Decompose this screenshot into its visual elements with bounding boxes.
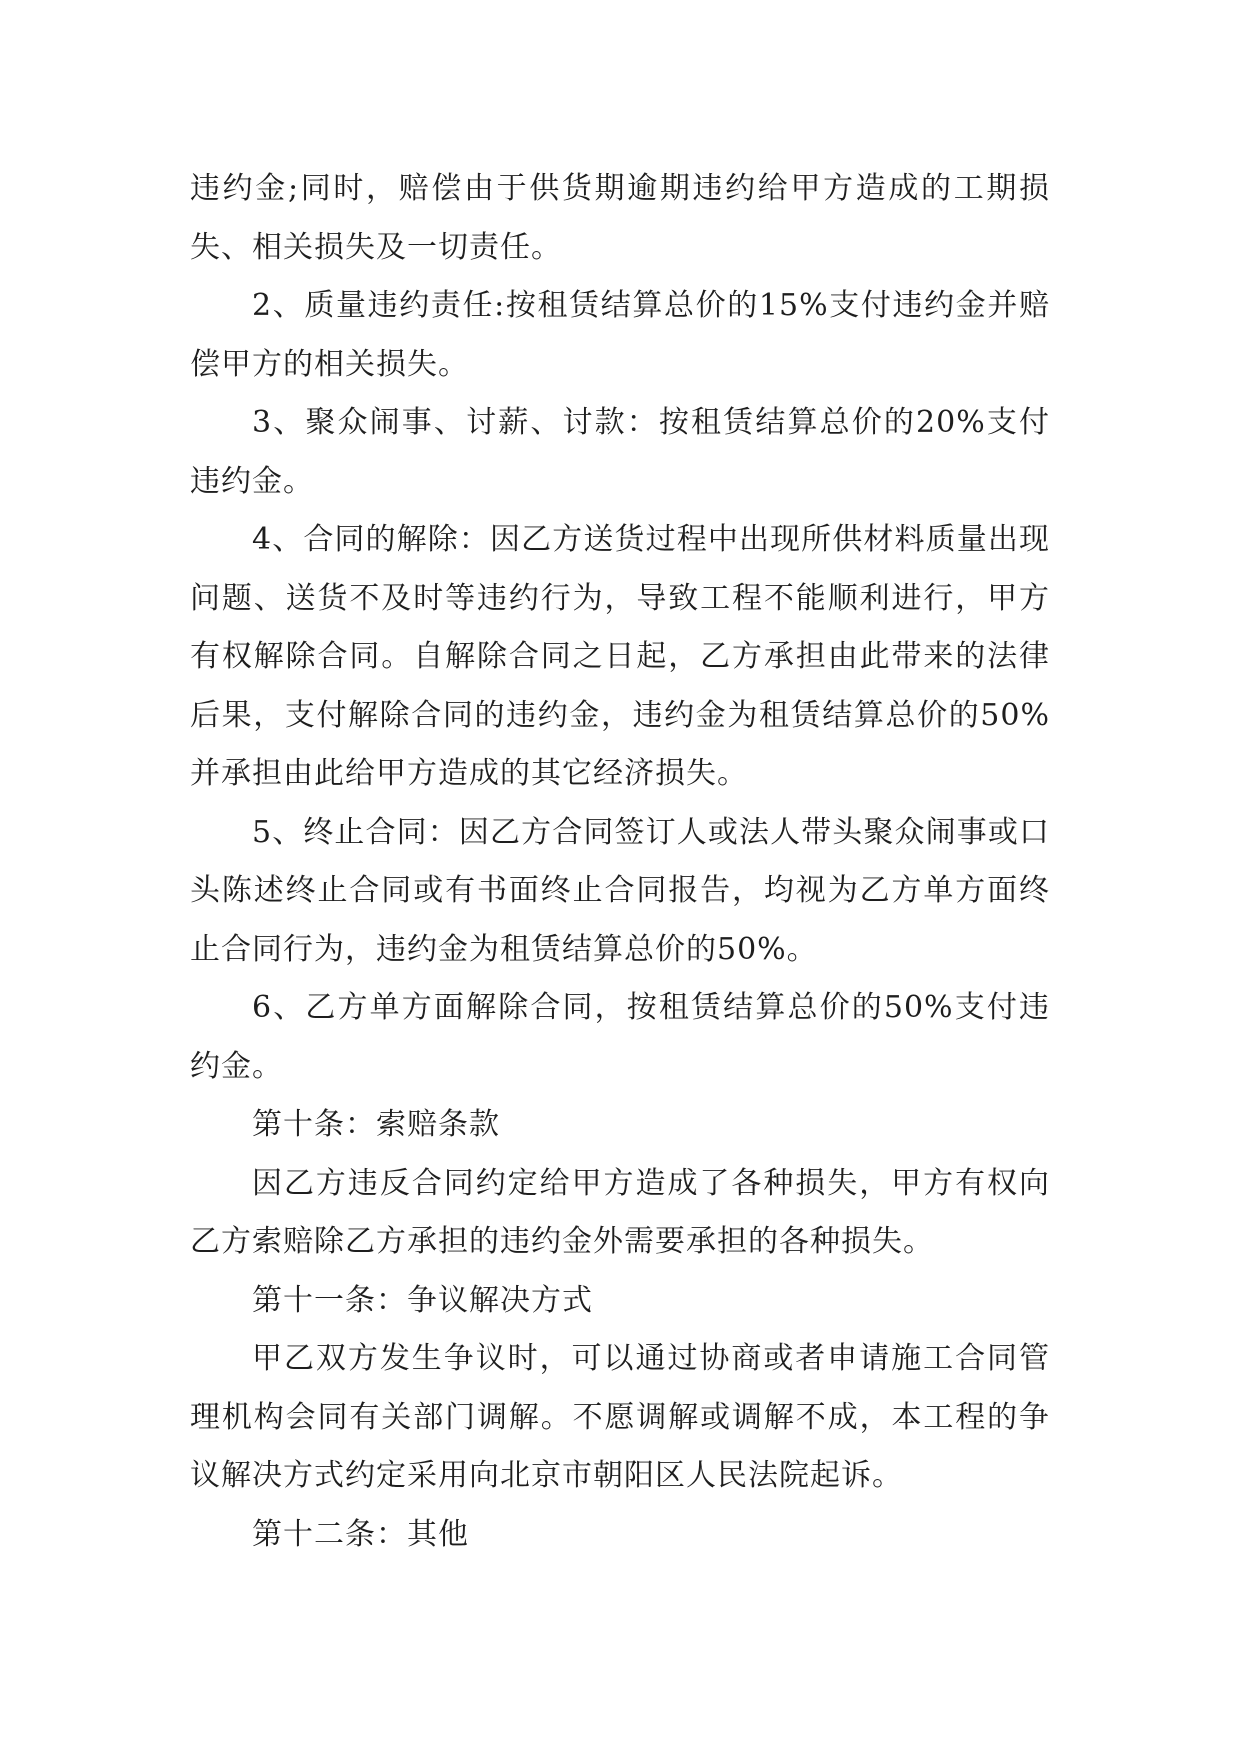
heading-article-10: 第十条：索赔条款 bbox=[252, 1107, 500, 1142]
paragraph-dispute-resolution: 甲乙双方发生争议时，可以通过协商或者申请施工合同管理机构会同有关部门调解。不愿调解或调解不成，本工程的争议解决方式约定采用向北京市朝阳区人民法院起诉。 bbox=[190, 1341, 1050, 1493]
paragraph-claims: 因乙方违反合同约定给甲方造成了各种损失，甲方有权向乙方索赔除乙方承担的违约金外需要承担的各种损失。 bbox=[190, 1165, 1050, 1259]
document-body bbox=[190, 160, 1050, 1564]
heading-article-11: 第十一条：争议解决方式 bbox=[252, 1282, 593, 1318]
paragraph-disturbance: 3、聚众闹事、讨薪、讨款：按租赁结算总价的20%支付违约金。 bbox=[190, 405, 1050, 499]
heading-article-12: 第十二条：其他 bbox=[252, 1516, 469, 1552]
paragraph-contract-termination: 4、合同的解除：因乙方送货过程中出现所供材料质量出现问题、送货不及时等违约行为，导致工程不能顺利进行，甲方有权解除合同。自解除合同之日起，乙方承担由此带来的法律后果，支付解除合同的违约金，违约金为租赁结算总价的50%并承担由此给甲方造成的其它经济损失。 bbox=[190, 522, 1050, 791]
paragraph-unilateral-termination: 6、乙方单方面解除合同，按租赁结算总价的50%支付违约金。 bbox=[190, 990, 1050, 1084]
paragraph-contract-ending: 5、终止合同：因乙方合同签订人或法人带头聚众闹事或口头陈述终止合同或有书面终止合同报告，均视为乙方单方面终止合同行为，违约金为租赁结算总价的50%。 bbox=[190, 814, 1050, 967]
paragraph-quality-breach: 2、质量违约责任:按租赁结算总价的15%支付违约金并赔偿甲方的相关损失。 bbox=[190, 288, 1050, 382]
paragraph-penalty-continuation: 违约金;同时，赔偿由于供货期逾期违约给甲方造成的工期损失、相关损失及一切责任。 bbox=[190, 171, 1050, 265]
